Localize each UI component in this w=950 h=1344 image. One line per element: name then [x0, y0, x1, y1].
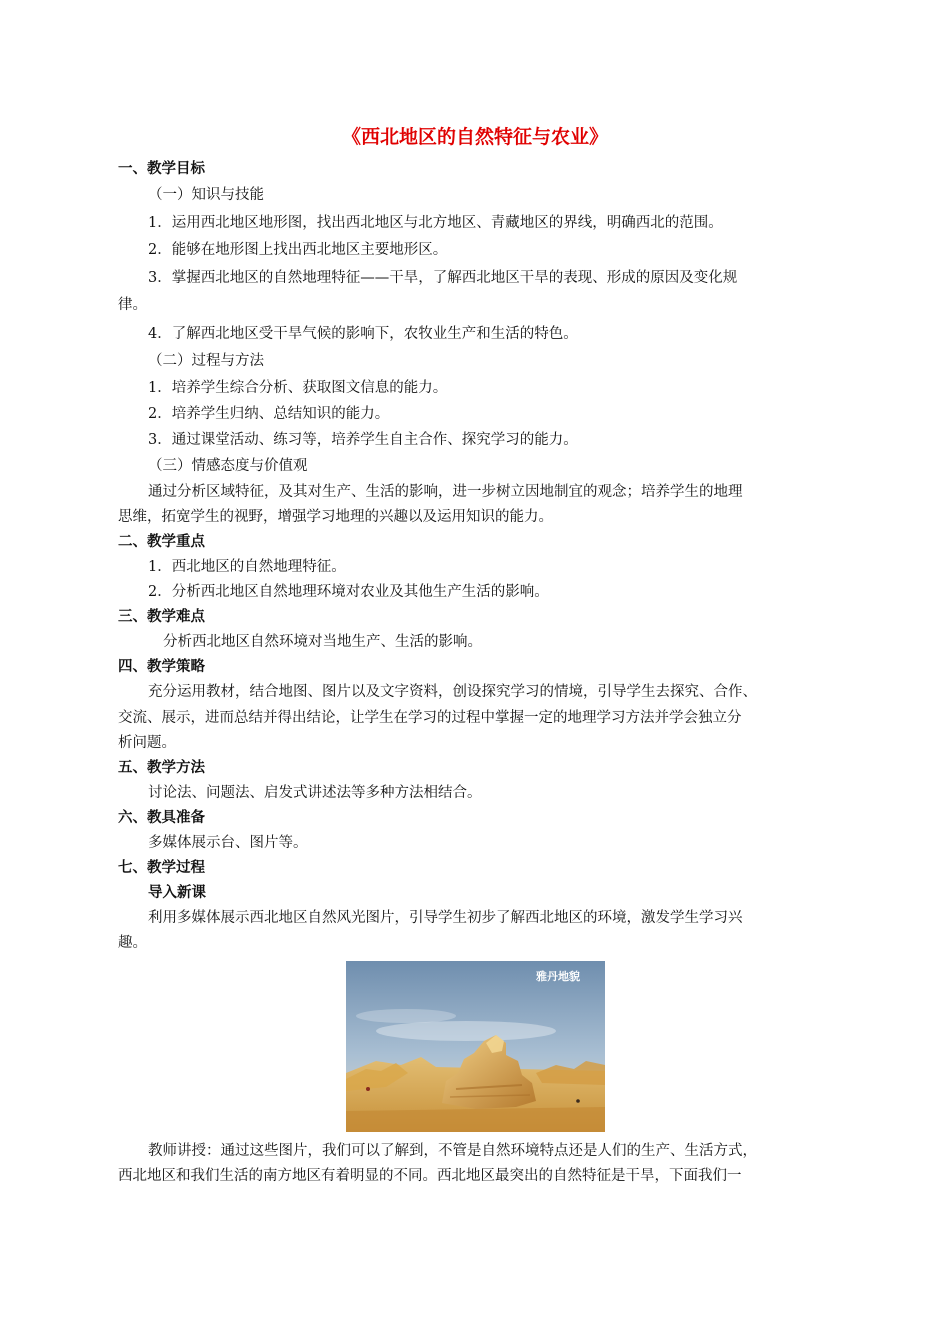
subheading-attitude: （三）情感态度与价值观: [148, 458, 308, 474]
section-heading-materials: 六、教具准备: [118, 810, 205, 826]
attitude-paragraph-continued: 思维，拓宽学生的视野，增强学习地理的兴趣以及运用知识的能力。: [118, 509, 553, 525]
section-heading-difficulties: 三、教学难点: [118, 609, 205, 625]
document-title: 《西北地区的自然特征与农业》: [341, 126, 608, 148]
photo-caption: 雅丹地貌: [536, 970, 580, 983]
process-item: 1．培养学生综合分析、获取图文信息的能力。: [148, 380, 448, 396]
methods-text: 讨论法、问题法、启发式讲述法等多种方法相结合。: [148, 785, 482, 801]
process-item: 3．通过课堂活动、练习等，培养学生自主合作、探究学习的能力。: [148, 432, 578, 448]
section-heading-key-points: 二、教学重点: [118, 534, 205, 550]
subheading-introduction: 导入新课: [148, 885, 206, 901]
materials-text: 多媒体展示台、图片等。: [148, 835, 308, 851]
strategy-paragraph: 充分运用教材，结合地图、图片以及文字资料，创设探究学习的情境，引导学生去探究、合作、: [148, 684, 757, 700]
teacher-lecture-paragraph: 教师讲授：通过这些图片，我们可以了解到，不管是自然环境特点还是人们的生产、生活方式，: [148, 1143, 757, 1159]
objective-item-continued: 律。: [118, 297, 147, 313]
objective-item: 2．能够在地形图上找出西北地区主要地形区。: [148, 242, 448, 258]
attitude-paragraph: 通过分析区域特征，及其对生产、生活的影响，进一步树立因地制宜的观念；培养学生的地理: [148, 484, 743, 500]
teacher-lecture-paragraph-continued: 西北地区和我们生活的南方地区有着明显的不同。西北地区最突出的自然特征是干旱，下面我们一: [118, 1168, 742, 1184]
introduction-paragraph: 利用多媒体展示西北地区自然风光图片，引导学生初步了解西北地区的环境，激发学生学习兴: [148, 910, 743, 926]
process-item: 2．培养学生归纳、总结知识的能力。: [148, 406, 390, 422]
section-heading-strategy: 四、教学策略: [118, 659, 205, 675]
key-point-item: 2．分析西北地区自然地理环境对农业及其他生产生活的影响。: [148, 584, 549, 600]
section-heading-objectives: 一、教学目标: [118, 161, 205, 177]
subheading-process: （二）过程与方法: [148, 353, 264, 369]
difficulty-item: 分析西北地区自然环境对当地生产、生活的影响。: [163, 634, 482, 650]
key-point-item: 1．西北地区的自然地理特征。: [148, 559, 346, 575]
section-heading-process: 七、教学过程: [118, 860, 205, 876]
strategy-paragraph-continued: 交流、展示，进而总结并得出结论，让学生在学习的过程中掌握一定的地理学习方法并学会独立分: [118, 710, 742, 726]
strategy-paragraph-continued: 析问题。: [118, 735, 176, 751]
objective-item: 1．运用西北地区地形图，找出西北地区与北方地区、青藏地区的界线，明确西北的范围。: [148, 215, 723, 231]
section-heading-methods: 五、教学方法: [118, 760, 205, 776]
introduction-paragraph-continued: 趣。: [118, 935, 147, 951]
objective-item: 4．了解西北地区受干旱气候的影响下，农牧业生产和生活的特色。: [148, 326, 578, 342]
yardang-landform-photo: [346, 961, 605, 1132]
subheading-knowledge: （一）知识与技能: [148, 187, 264, 203]
objective-item: 3．掌握西北地区的自然地理特征——干旱，了解西北地区干旱的表现、形成的原因及变化规: [148, 270, 738, 286]
